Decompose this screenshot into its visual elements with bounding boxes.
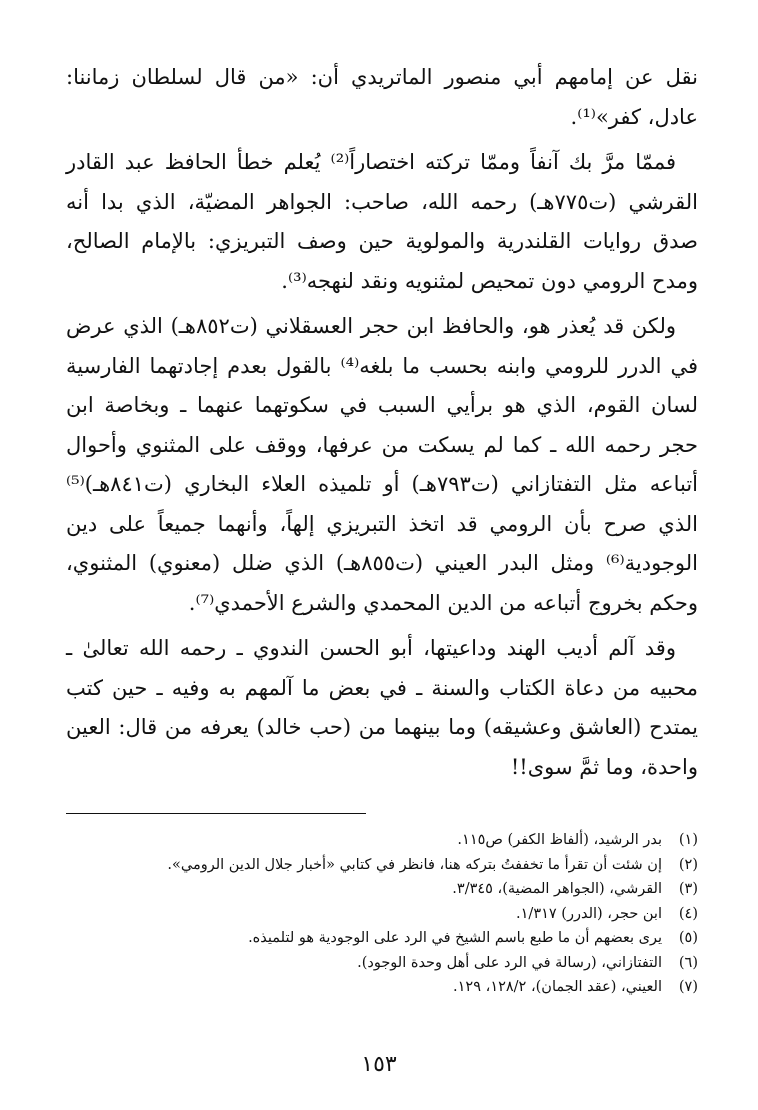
footnote-number: (٧): [678, 979, 698, 995]
footnote-separator: [66, 813, 366, 814]
footnote-6: [66, 951, 698, 976]
footnote-number: (٣): [678, 881, 698, 897]
footnote-number: (٢): [678, 856, 698, 873]
footnote-3: [66, 877, 698, 902]
footnote-1: [66, 828, 698, 853]
page-number: ١٥٣: [361, 1052, 397, 1077]
footnote-text: ابن حجر، (الدرر) ١/٣١٧.: [516, 905, 662, 922]
footnote-number: (٥): [678, 930, 698, 946]
footnote-text: القرشي، (الجواهر المضية)، ٣/٣٤٥.: [452, 881, 662, 897]
footnote-text: العيني، (عقد الجمان)، ١٢٨/٢، ١٢٩.: [453, 979, 662, 995]
footnote-number: (١): [678, 832, 698, 848]
footnote-text: التفتازاني، (رسالة في الرد على أهل وحدة الوجود).: [357, 954, 662, 971]
footnote-2: [66, 853, 698, 878]
footnote-text: يرى بعضهم أن ما طبع باسم الشيخ في الرد على الوجودية هو لتلميذه.: [248, 930, 662, 946]
main-text: [66, 58, 698, 787]
paragraph-1: نقل عن إمامهم أبي منصور الماتريدي أن: «من قال لسلطان زماننا: عادل، كفر»⁽¹⁾.: [66, 65, 698, 129]
footnote-4: [66, 902, 698, 927]
footnote-7: [66, 975, 698, 1000]
paragraph-4: وقد آلم أديب الهند وداعيتها، أبو الحسن الندوي ـ رحمه الله تعالىٰ ـ محبيه من دعاة الكتاب والسنة ـ في بعض ما آلمهم به وفيه ـ حين كتب يمتدح (العاشق وعشيقه) وما بينهما من (حب خالد) يعرفه من قال: العين واحدة، وما ثمَّ سوى!!: [66, 636, 698, 779]
footnotes: [66, 828, 698, 1000]
footnote-number: (٤): [678, 905, 698, 922]
footnote-number: (٦): [678, 954, 698, 971]
book-page: [66, 58, 698, 1098]
footnote-text: إن شئت أن تقرأ ما تخففتُ بتركه هنا، فانظر في كتابي «أخبار جلال الدين الرومي».: [167, 856, 662, 873]
paragraph-3: ولكن قد يُعذر هو، والحافظ ابن حجر العسقلاني (ت٨٥٢هـ) الذي عرض في الدرر للرومي وابنه بحسب ما بلغه⁽⁴⁾ بالقول بعدم إجادتهما الفارسية لسان القوم، الذي هو برأيي السبب في سكوتهما عنهما ـ وبخاصة ابن حجر رحمه الله ـ كما لم يسكت من عرفها، ووقف على المثنوي وأحوال أتباعه مثل التفتازاني (ت٧٩٣هـ) أو تلميذه العلاء البخاري (ت٨٤١هـ)⁽⁵⁾ الذي صرح بأن الرومي قد اتخذ التبريزي إلهاً، وأنهما جميعاً على دين الوجودية⁽⁶⁾ ومثل البدر العيني (ت٨٥٥هـ) الذي ضلل (معنوي) المثنوي، وحكم بخروج أتباعه من الدين المحمدي والشرع الأحمدي⁽⁷⁾.: [66, 314, 699, 615]
footnote-text: بدر الرشيد، (ألفاظ الكفر) ص١١٥.: [457, 832, 662, 848]
footnote-5: [66, 926, 698, 951]
paragraph-2: فممّا مرَّ بك آنفاً وممّا تركته اختصاراً⁽²⁾ يُعلم خطأ الحافظ عبد القادر القرشي (ت٧٧٥هـ) رحمه الله، صاحب: الجواهر المضيّة، الذي بدا أنه صدق روايات القلندرية والمولوية حين وصف التبريزي: بالإمام الصالح، ومدح الرومي دون تمحيص لمثنويه ونقد لنهجه⁽³⁾.: [66, 150, 698, 293]
